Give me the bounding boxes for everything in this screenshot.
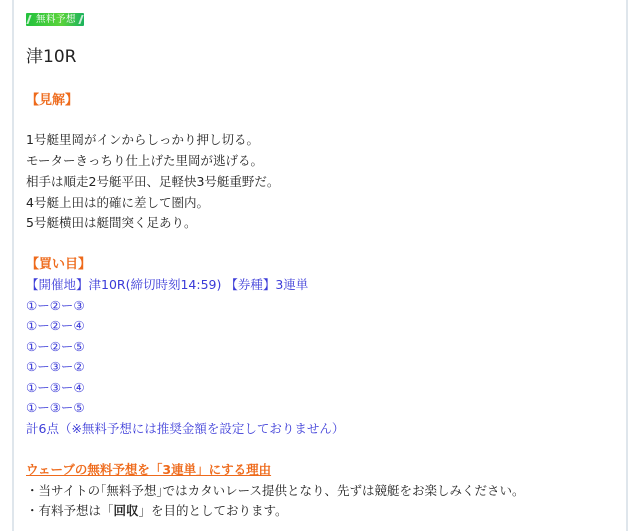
kenkai-heading: 【見解】 [26,93,79,108]
kenkai-line: 相手は順走2号艇平田、足軽快3号艇重野だ。 [26,174,280,189]
kenkai-line: 1号艇里岡がインからしっかり押し切る。 [26,132,259,147]
reason-bullet [26,502,288,520]
kenkai-line: モーターきっちり仕上げた里岡が逃げる。 [26,153,264,168]
combo-item: ①ー②ー④ [26,318,85,333]
right-border [626,0,628,531]
bullet-bold-word: 回収 [113,503,139,518]
bullet-suffix: 」を目的としております。 [138,503,288,518]
reason-link[interactable]: ウェーブの無料予想を「3連単」にする理由 [26,462,272,477]
combo-item: ①ー②ー③ [26,298,85,313]
race-info-line: 【開催地】津10R(締切時刻14:59) 【券種】3連単 [26,277,309,292]
bullet-prefix: ・有料予想は「 [26,503,114,518]
kenkai-line: 5号艇横田は艇間突く足あり。 [26,215,197,230]
combo-item: ①ー③ー② [26,359,85,374]
combo-item: ①ー③ー④ [26,380,85,395]
total-points: 計6点（※無料予想には推奨金額を設定しておりません） [26,421,345,436]
race-title: 津10R [26,47,77,67]
free-prediction-badge: 無料予想 [26,13,84,26]
combo-item: ①ー③ー⑤ [26,400,85,415]
reason-bullet: ・当サイトの｢無料予想｣ではカタいレース提供となり、先ずは競艇をお楽しみください。 [26,483,525,498]
combo-item: ①ー②ー⑤ [26,339,85,354]
kenkai-line: 4号艇上田は的確に差して圏内。 [26,195,209,210]
kaime-heading: 【買い目】 [26,257,92,272]
left-border [12,0,14,531]
